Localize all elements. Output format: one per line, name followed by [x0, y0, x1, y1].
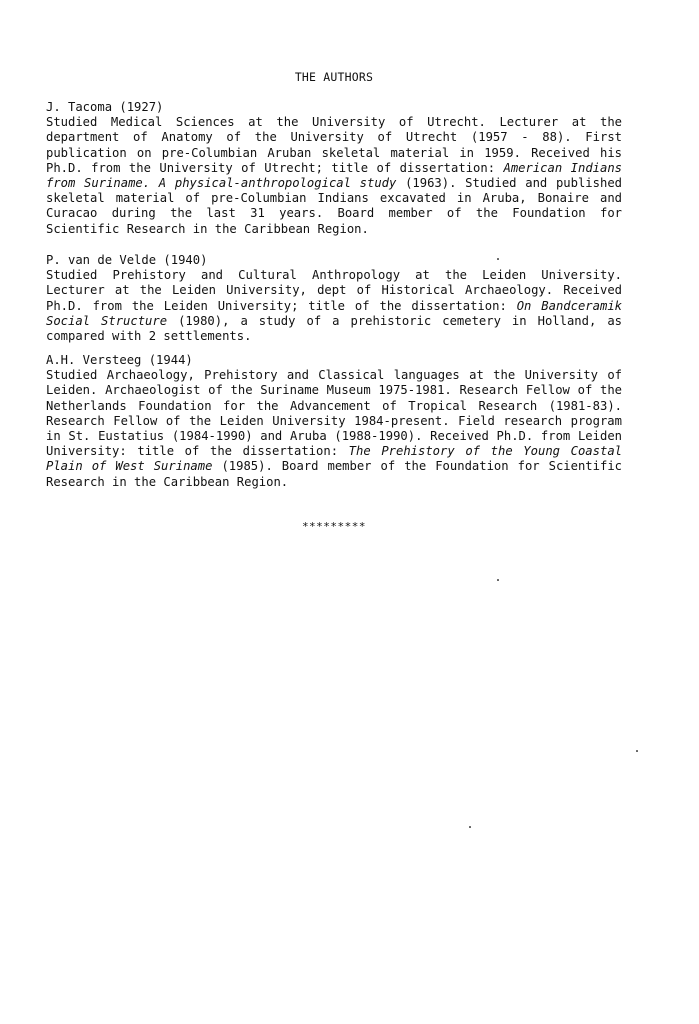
page-title: THE AUTHORS — [294, 70, 374, 84]
author-name: A.H. Versteeg (1944) — [46, 353, 193, 367]
scan-speck — [497, 258, 499, 260]
bio-text: Studied Medical Sciences at the University of Utrecht. Lecturer at the department of Anatomy of the University of Utrecht (1957 - 88). First publication on pre-Columbian Aruban skeletal material in 1959. Received his Ph.D. from the University of Utrecht; title of dissertation: — [46, 115, 622, 175]
dissertation-title: American Indians from Suriname. A physical-anthropological study — [46, 160, 622, 191]
author-name: P. van de Velde (1940) — [46, 253, 208, 267]
author-entry-versteeg — [46, 353, 622, 490]
dissertation-title: On Bandceramik Social Structure — [46, 298, 622, 328]
author-bio — [46, 268, 622, 344]
author-name: J. Tacoma (1927) — [46, 100, 164, 114]
bio-text: (1963). Studied and published skeletal material of pre-Columbian Indians excavated in Aruba, Bonaire and Curacao during the last 31 years. Board member of the Foundation for Scientific Research in the Caribbean Region. — [46, 176, 622, 236]
author-entry-van-de-velde — [46, 253, 622, 344]
bio-text: (1980), a study of a prehistoric cemetery in Holland, as compared with 2 settlements. — [46, 313, 622, 344]
author-bio — [46, 115, 622, 237]
section-separator: ********* — [301, 520, 367, 533]
author-entry-tacoma — [46, 100, 622, 237]
bio-text: (1985). Board member of the Foundation for Scientific Research in the Caribbean Region. — [46, 459, 622, 489]
author-bio — [46, 368, 622, 490]
dissertation-title: The Prehistory of the Young Coastal Plain of West Suriname — [46, 444, 622, 474]
bio-text: Studied Prehistory and Cultural Anthropology at the Leiden University. Lecturer at the Leiden University, dept of Historical Archaeology. Received Ph.D. from the Leiden University; title of the dissertation: — [46, 268, 622, 313]
scan-speck — [636, 750, 638, 752]
bio-text: Studied Archaeology, Prehistory and Classical languages at the University of Leiden. Archaeologist of the Suriname Museum 1975-1981. Research Fellow of the Netherlands Foundation for the Advancement of Tropical Research (1981-83). Research Fellow of the Leiden University 1984-present. Field research program in St. Eustatius (1984-1990) and Aruba (1988-1990). Received Ph.D. from Leiden University: title of the dissertation: — [46, 368, 622, 459]
scan-speck — [469, 826, 471, 828]
scan-speck — [497, 579, 499, 581]
